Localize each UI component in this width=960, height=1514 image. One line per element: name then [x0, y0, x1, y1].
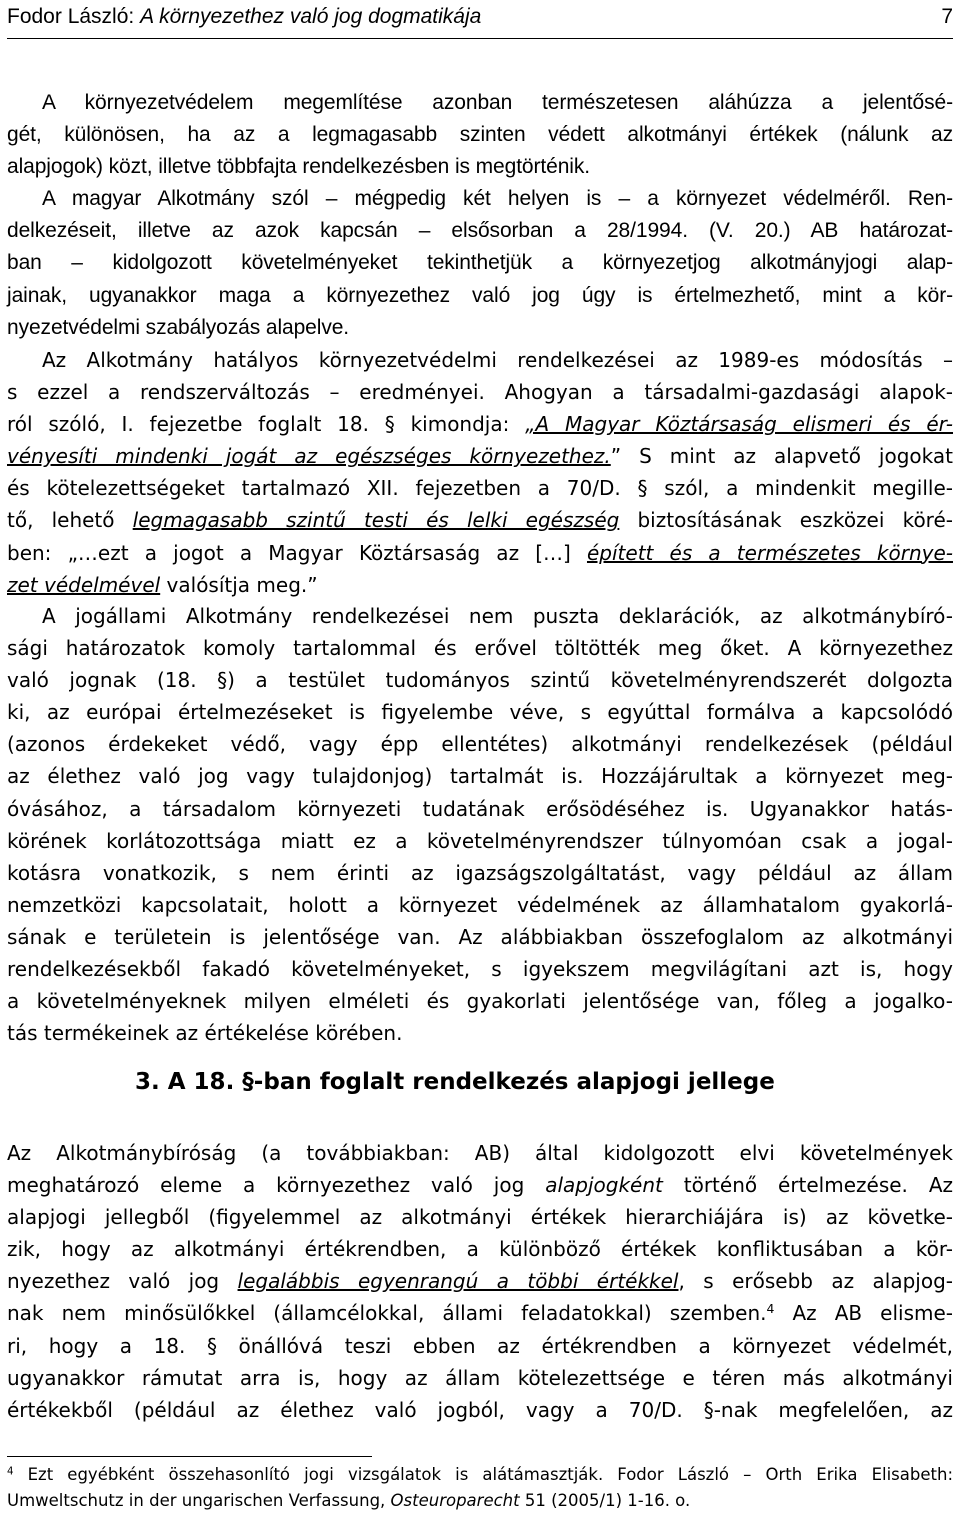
paragraph-4-text: történő értelmezése. Az: [662, 1173, 953, 1198]
paragraph-3-line: sának e területein is jelentősége van. Az alábbiakban összefoglalom az alkotmányi: [7, 924, 953, 949]
footnote-text: Umweltschutz in der ungarischen Verfassung,: [7, 1491, 391, 1510]
paragraph-4-line: [7, 1265, 953, 1297]
paragraph-2-text: ” S mint az alapvető jogokat: [610, 444, 953, 469]
paragraph-3-line: az élethez való jog vagy tulajdonjog) tartalmát is. Hozzájárultak a környezet meg-: [7, 764, 953, 789]
paragraph-4-line: ugyanakkor rámutat arra is, hogy az állam kötelezettsége e téren más alkotmányi: [7, 1365, 953, 1390]
paragraph-4-text: nyezethez való jog: [7, 1269, 238, 1294]
paragraph-1: [7, 87, 953, 344]
paragraph-1-line: jainak, ugyanakkor maga a környezethez való jog úgy is értelmezhető, mint a kör-: [7, 283, 953, 307]
paragraph-2-line: Az Alkotmány hatályos környezetvédelmi rendelkezései az 1989-es módosítás –: [42, 348, 953, 372]
paragraph-2-text: ben: „…ezt a jogot a Magyar Köztársaság az […]: [7, 540, 587, 565]
paragraph-2-text: biztosításának eszközei köré-: [619, 508, 953, 533]
paragraph-1-line: alapjogok) közt, illetve többfajta rendelkezésben is megtörténik.: [7, 155, 590, 179]
running-title: [7, 5, 481, 29]
header-author: Fodor László:: [7, 5, 141, 28]
paragraph-4-text: meghatározó eleme a környezethez való jog: [7, 1173, 546, 1198]
emphasized-phrase: legmagasabb szintű testi és lelki egészség: [132, 508, 620, 533]
constitution-quote: vényesíti mindenki jogát az egészséges környezethez.: [7, 444, 611, 469]
footnote-number: 4: [7, 1466, 14, 1478]
paragraph-2-line: és kötelezettségeket tartalmazó XII. fejezetben a 70/D. § szól, a mindenkit megille-: [7, 476, 953, 501]
emphasized-phrase: alapjogként: [545, 1173, 663, 1198]
paragraph-1-line: gét, különösen, ha az a legmagasabb szinten védett alkotmányi értékek (nálunk az: [7, 123, 953, 147]
paragraph-3-line: körének korlátozottsága miatt ez a követelményrendszer túlnyomóan csak a jogal-: [7, 828, 953, 853]
footnote-separator: [7, 1456, 372, 1457]
emphasized-phrase: épített és a természetes környe-: [586, 540, 953, 565]
paragraph-2-text: ról szóló, I. fejezetbe foglalt 18. § kimondja:: [7, 412, 526, 437]
footnote-reference[interactable]: 4: [766, 1301, 775, 1317]
paragraph-1-line: ban – kidolgozott követelményeket tekinthetjük a környezetjog alkotmányjogi alap-: [7, 251, 953, 275]
paragraph-3-line: való jognak (18. §) a testület tudományos szintű követelményrendszerét dolgozta: [7, 668, 953, 693]
paragraph-2-line: [7, 537, 953, 569]
paragraph-1-line: nyezetvédelmi szabályozás alapelve.: [7, 315, 350, 339]
footnote-text: Ezt egyébként összehasonlító jogi vizsgálatok is alátámasztják. Fodor László – Orth Erika Elisabeth:: [13, 1465, 953, 1484]
emphasized-phrase: zet védelmével: [7, 572, 161, 597]
paragraph-3-line: (azonos érdekeket védő, vagy épp ellentétes) alkotmányi rendelkezések (például: [7, 732, 953, 757]
paragraph-1-line: A környezetvédelem megemlítése azonban természetesen aláhúzza a jelentősé-: [42, 91, 953, 114]
running-header: [7, 0, 953, 39]
paragraph-1-line: delkezéseit, illetve az azok kapcsán – elsősorban a 28/1994. (V. 20.) AB határozat-: [7, 219, 953, 243]
paragraph-2: [7, 344, 953, 601]
paragraph-4-line: zik, hogy az alkotmányi értékrendben, a különböző értékek konfliktusában a kör-: [7, 1237, 953, 1262]
paragraph-3-line: ki, az európai értelmezéseket is figyelembe véve, s egyúttal formálva a kapcsolódó: [7, 700, 953, 725]
paragraph-2-line: [7, 440, 953, 472]
paragraph-2-line: [7, 504, 953, 536]
page-number: 7: [941, 5, 953, 28]
footnote: [7, 1462, 953, 1514]
paragraph-4-line: [7, 1297, 953, 1329]
paragraph-1-line: A magyar Alkotmány szól – mégpedig két helyen is – a környezet védelméről. Ren-: [42, 187, 953, 211]
paragraph-4-line: Az Alkotmánybíróság (a továbbiakban: AB) által kidolgozott elvi követelmények: [7, 1141, 953, 1165]
paragraph-2-text: tő, lehető: [7, 508, 133, 533]
paragraph-3-line: a követelményeknek milyen elméleti és gyakorlati jelentősége van, főleg a jogalko-: [7, 989, 953, 1014]
paragraph-3-line: tás termékeinek az értékelése körében.: [7, 1021, 403, 1046]
paragraph-3-line: A jogállami Alkotmány rendelkezései nem puszta deklarációk, az alkotmánybíró-: [42, 604, 953, 628]
paragraph-2-text: valósítja meg.”: [160, 572, 318, 597]
paragraph-2-line: [7, 408, 953, 440]
paragraph-3-line: rendelkezésekből fakadó követelményeket, s igyekszem megvilágítani azt is, hogy: [7, 957, 953, 982]
paragraph-4-line: ri, hogy a 18. § önállóvá teszi ebben az értékrendben a környezet védelmét,: [7, 1333, 953, 1358]
constitution-quote: „A Magyar Köztársaság elismeri és ér-: [525, 412, 953, 437]
paragraph-3-line: kotásra vonatkozik, s nem érinti az igazságszolgáltatást, vagy például az állam: [7, 860, 953, 885]
footnote-text: 51 (2005/1) 1-16. o.: [519, 1491, 691, 1510]
journal-title: Osteuroparecht: [390, 1491, 520, 1510]
paragraph-3: [7, 600, 953, 1049]
paragraph-4-line: értékekből (például az élethez való jogból, vagy a 70/D. §-nak megfelelően, az: [7, 1397, 953, 1422]
paragraph-4-text: Az AB elisme-: [774, 1301, 953, 1326]
paragraph-4-line: alapjogi jellegből (figyelemmel az alkotmányi értékek hierarchiájára is) az követke-: [7, 1205, 953, 1230]
paragraph-2-line: [7, 569, 953, 601]
paragraph-2-line: s ezzel a rendszerváltozás – eredményei. Ahogyan a társadalmi-gazdasági alapok-: [7, 380, 953, 405]
paragraph-3-line: sági határozatok komoly tartalommal és erővel töltötték meg őket. A környezethez: [7, 636, 953, 661]
paragraph-4-text: nak nem minősülőkkel (államcélokkal, állami feladatokkal) szemben.: [7, 1301, 767, 1326]
paragraph-4-text: , s erősebb az alapjog-: [678, 1269, 954, 1294]
paragraph-4-line: [7, 1169, 953, 1201]
paragraph-3-line: nemzetközi kapcsolatait, holott a környezet védelmének az államhatalom gyakorlá-: [7, 892, 953, 917]
footnote-line: [7, 1462, 953, 1488]
paragraph-4: [7, 1137, 953, 1426]
paragraph-3-line: óvásához, a társadalom környezeti tudatának erősödéséhez is. Ugyanakkor hatás-: [7, 796, 953, 821]
header-title: A környezethez való jog dogmatikája: [140, 5, 482, 28]
section-heading: 3. A 18. §-ban foglalt rendelkezés alapjogi jellege: [135, 1069, 775, 1095]
footnote-line: [7, 1488, 953, 1514]
emphasized-phrase: legalábbis egyenrangú a többi értékkel: [237, 1269, 679, 1294]
